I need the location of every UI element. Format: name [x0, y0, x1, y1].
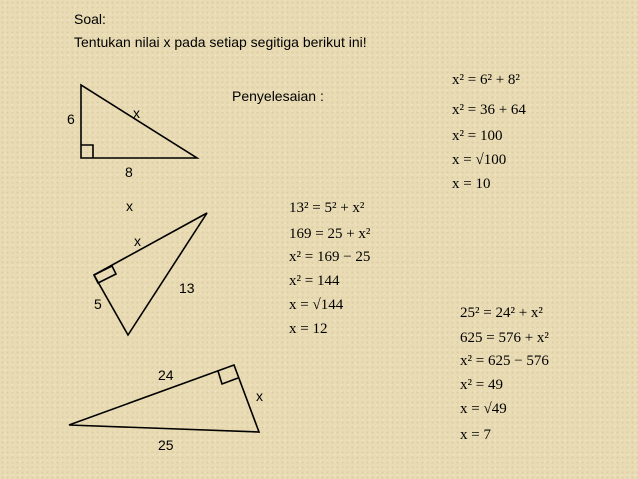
triangle1-side-6: 6: [67, 111, 75, 127]
triangle1-side-8: 8: [125, 164, 133, 180]
triangle1-hypotenuse-x: x: [133, 105, 140, 121]
solution1-step3: x² = 100: [452, 128, 503, 144]
solution3-step6: x = 7: [460, 427, 491, 443]
triangle-2: [94, 213, 207, 335]
triangle3-side-25: 25: [158, 437, 174, 453]
triangle2-side-x: x: [134, 233, 141, 249]
solution3-step5: x = √49: [460, 401, 507, 417]
solution2-step2: 169 = 25 + x²: [289, 226, 371, 242]
solution1-step5: x = 10: [452, 176, 491, 192]
instruction-text: Tentukan nilai x pada setiap segitiga berikut ini!: [74, 34, 367, 50]
triangle2-side-5: 5: [94, 296, 102, 312]
solution3-step1: 25² = 24² + x²: [460, 305, 543, 321]
solution1-step1: x² = 6² + 8²: [452, 72, 520, 88]
solution3-step4: x² = 49: [460, 377, 503, 393]
right-angle-marker-1: [81, 145, 93, 158]
triangle-1: [81, 85, 197, 158]
solution2-step1: 13² = 5² + x²: [289, 200, 365, 216]
soal-label: Soal:: [74, 11, 106, 27]
triangle3-side-24: 24: [158, 367, 174, 383]
triangle2-top-x: x: [126, 198, 133, 214]
triangle3-side-x: x: [256, 388, 263, 404]
solution1-step2: x² = 36 + 64: [452, 102, 526, 118]
solution1-step4: x = √100: [452, 152, 507, 168]
solution2-step4: x² = 144: [289, 273, 340, 289]
solution2-step6: x = 12: [289, 321, 328, 337]
solution-heading: Penyelesaian :: [232, 88, 324, 104]
right-angle-marker-3: [218, 371, 238, 384]
solution2-step3: x² = 169 − 25: [289, 249, 371, 265]
solution2-step5: x = √144: [289, 297, 344, 313]
triangle2-side-13: 13: [179, 280, 195, 296]
solution3-step3: x² = 625 − 576: [460, 353, 549, 369]
solution3-step2: 625 = 576 + x²: [460, 330, 549, 346]
